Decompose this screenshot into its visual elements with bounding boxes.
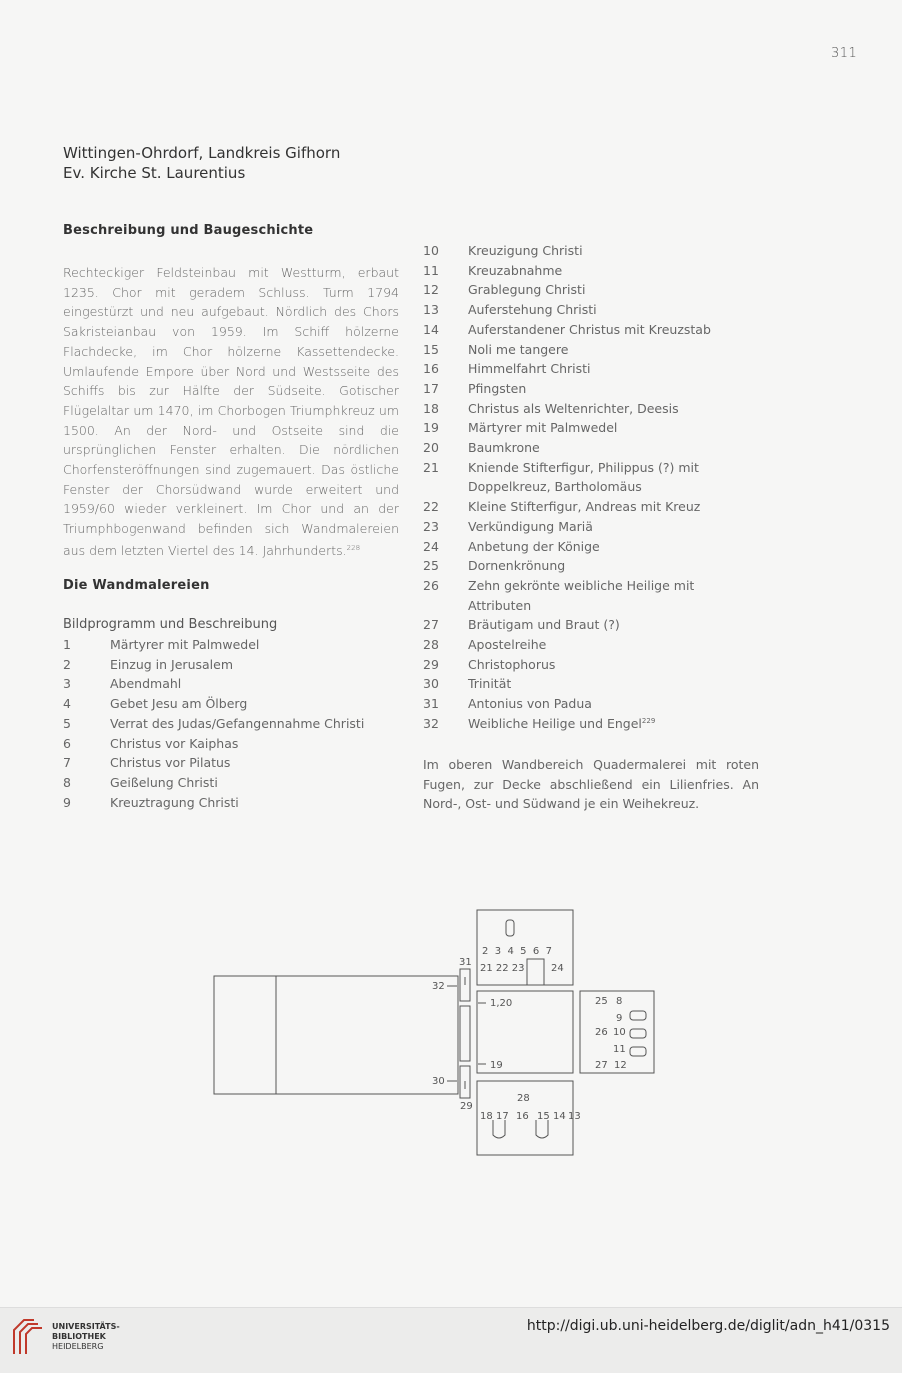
upper-wall-paragraph: Im oberen Wandbereich Quadermalerei mit roten Fugen, zur Decke abschließend ein Lilienfries. An Nord-, Ost- und Südwand je ein Weihekreuz. — [423, 757, 759, 812]
page-number: 311 — [831, 46, 858, 61]
list-item-number: 7 — [63, 755, 71, 771]
list-item-text: Abendmahl — [110, 676, 182, 692]
list-item-number: 4 — [63, 696, 71, 712]
plan-label-120: 1,20 — [490, 998, 513, 1009]
list-item-text: Gebet Jesu am Ölberg — [110, 696, 248, 712]
list-item-text: Noli me tangere — [468, 341, 569, 357]
list-item-text: Dornenkrönung — [468, 558, 566, 574]
list-item-number: 32 — [423, 715, 439, 731]
list-item-number: 1 — [63, 637, 71, 652]
list-item-text: Verrat des Judas/Gefangennahme Christi — [110, 715, 365, 731]
east-window-1 — [630, 1011, 646, 1020]
plan-label-19: 19 — [490, 1060, 503, 1071]
list-item-number: 12 — [423, 282, 439, 298]
list-item-number: 8 — [63, 774, 71, 790]
list-item-text: Zehn gekrönte weibliche Heilige mit — [468, 577, 695, 593]
title-line-1: Wittingen-Ohrdorf, Landkreis Gifhorn — [63, 144, 341, 162]
list-item-text: Anbetung der Könige — [468, 538, 600, 554]
list-item-text: Christophorus — [468, 656, 556, 672]
list-item-number: 21 — [423, 459, 439, 475]
list-item-number: 27 — [423, 617, 439, 633]
plan-label-25: 25 — [595, 996, 608, 1007]
plan-label-11: 11 — [613, 1044, 626, 1055]
list-item-text: Kreuzigung Christi — [468, 243, 583, 258]
list-item-number: 13 — [423, 302, 439, 318]
list-item-number: 2 — [63, 656, 71, 672]
footer-bar — [0, 1307, 902, 1373]
list-item-text: Himmelfahrt Christi — [468, 361, 591, 377]
heading-description: Beschreibung und Baugeschichte — [63, 223, 314, 238]
list-item-text: Geißelung Christi — [110, 774, 218, 790]
list-item-text: Kreuztragung Christi — [110, 794, 239, 810]
source-url-link[interactable]: http://digi.ub.uni-heidelberg.de/diglit/adn_h41/0315 — [526, 1318, 890, 1334]
plan-label-12: 12 — [614, 1060, 627, 1071]
list-item-text: Pfingsten — [468, 380, 527, 396]
plan-label-32: 32 — [432, 981, 445, 992]
list-item-text: Grablegung Christi — [468, 282, 586, 298]
list-item-text: Einzug in Jerusalem — [110, 656, 234, 672]
east-window-3 — [630, 1047, 646, 1056]
south-window-2 — [536, 1120, 548, 1138]
east-window-2 — [630, 1029, 646, 1038]
list-item-text: Antonius von Padua — [468, 696, 592, 712]
list-item-number: 14 — [423, 321, 439, 337]
list-item-number: 15 — [423, 341, 439, 357]
plan-label-10: 10 — [613, 1027, 626, 1038]
floor-plan-diagram — [210, 905, 670, 1160]
list-item-number: 31 — [423, 696, 439, 712]
list-item-text: Kreuzabnahme — [468, 262, 563, 278]
plan-label-18: 18 — [480, 1111, 493, 1122]
list-item-text: Kniende Stifterfigur, Philippus (?) mit — [468, 459, 699, 475]
plan-label-north-row2: 21 22 23 — [480, 963, 525, 974]
plan-label-8: 8 — [616, 996, 623, 1007]
list-item-number: 10 — [423, 243, 439, 258]
list-item-text: Märtyrer mit Palmwedel — [468, 420, 618, 436]
plan-label-9: 9 — [616, 1013, 623, 1024]
list-item-number: 28 — [423, 637, 439, 652]
plan-label-16: 16 — [516, 1111, 529, 1122]
subheading-program: Bildprogramm und Beschreibung — [63, 617, 278, 632]
north-window — [506, 920, 514, 936]
list-item-text: Auferstandener Christus mit Kreuzstab — [468, 321, 711, 337]
list-item-text: Märtyrer mit Palmwedel — [110, 637, 260, 652]
description-text: Rechteckiger Feldsteinbau mit Westturm, erbaut 1235. Chor mit geradem Schluss. Turm 1794 eingestürzt und neu aufgebaut. Nördlich des Chors Sakristeianbau von 1959. Im Schiff hölzerne Flachdecke, im Chor hölzerne Kassettendecke. Umlaufende Empore über Nord und Westsseite des Schiffs bis zur Hälfte der Südseite. Gotischer Flügelaltar um 1470, im Chorbogen Triumphkreuz um 1500. An der Nord- und Ostseite sind die ursprünglichen Fenster erhalten. Die nördlichen Chorfensteröffnungen sind zugemauert. Das östliche Fenster der Chorsüdwand wurde erweitert und 1959/60 wieder verkleinert. Im Chor und an der Triumphbogenwand befinden sich Wandmalereien aus dem letzten Viertel des 14. Jahrhunderts. — [63, 265, 399, 558]
footnote-marker: 228 — [346, 543, 361, 552]
list-item-number: 18 — [423, 400, 439, 416]
list-item-number: 5 — [63, 715, 71, 731]
north-door — [527, 959, 544, 985]
plan-label-13: 13 — [568, 1111, 581, 1122]
list-item-number: 9 — [63, 794, 71, 810]
plan-label-24: 24 — [551, 963, 564, 974]
list-item-text: Baumkrone — [468, 440, 540, 455]
list-item-number: 22 — [423, 499, 439, 515]
list-item-number: 26 — [423, 577, 439, 593]
list-item-text: Verkündigung Mariä — [468, 518, 593, 534]
list-item-number: 17 — [423, 380, 439, 396]
list-item-text: Trinität — [468, 676, 512, 692]
plan-label-14: 14 — [553, 1111, 566, 1122]
list-item-text: Doppelkreuz, Bartholomäus — [468, 479, 642, 495]
list-item-number: 29 — [423, 656, 439, 672]
list-item-number: 25 — [423, 558, 439, 574]
document-title — [63, 143, 340, 183]
plan-label-31: 31 — [459, 957, 472, 968]
south-window-1 — [493, 1120, 505, 1138]
plan-label-30: 30 — [432, 1076, 445, 1087]
list-item-text: Attributen — [468, 597, 532, 613]
list-item-text: Auferstehung Christi — [468, 302, 597, 318]
list-item-text: Kleine Stifterfigur, Andreas mit Kreuz — [468, 499, 701, 515]
plan-label-17: 17 — [496, 1111, 509, 1122]
list-item-number: 6 — [63, 735, 71, 751]
library-line-3: HEIDELBERG — [52, 1342, 104, 1351]
description-paragraph — [63, 263, 399, 561]
plan-label-28: 28 — [517, 1093, 530, 1104]
plan-label-north-row1: 2 3 4 5 6 7 — [482, 946, 552, 957]
library-name — [52, 1322, 120, 1352]
list-item-number: 24 — [423, 538, 439, 554]
list-item-text: Weibliche Heilige und Engel$^{229}$ — [468, 715, 656, 731]
list-item-number: 20 — [423, 440, 439, 455]
plan-label-27: 27 — [595, 1060, 608, 1071]
list-item-text: Christus als Weltenrichter, Deesis — [468, 400, 679, 416]
list-item-number: 16 — [423, 361, 439, 377]
list-item-number: 3 — [63, 676, 71, 692]
nave-outline — [214, 976, 458, 1094]
list-item-number: 11 — [423, 262, 439, 278]
library-line-1: UNIVERSITÄTS- — [52, 1322, 120, 1331]
heading-murals: Die Wandmalereien — [63, 578, 210, 593]
footnote-marker: 229 — [641, 716, 656, 725]
list-item-text: Bräutigam und Braut (?) — [468, 617, 620, 633]
list-item-number: 30 — [423, 676, 439, 692]
title-line-2: Ev. Kirche St. Laurentius — [63, 164, 246, 182]
plan-label-29: 29 — [460, 1101, 473, 1112]
plan-label-15: 15 — [537, 1111, 550, 1122]
plan-label-26: 26 — [595, 1027, 608, 1038]
list-item-number: 23 — [423, 518, 439, 534]
library-line-2: BIBLIOTHEK — [52, 1332, 106, 1341]
library-logo-icon — [10, 1316, 48, 1358]
list-item-number: 19 — [423, 420, 439, 436]
arch-pier-middle — [460, 1006, 470, 1061]
list-item-text: Christus vor Pilatus — [110, 755, 231, 771]
list-item-text: Apostelreihe — [468, 637, 547, 652]
list-item-text: Christus vor Kaiphas — [110, 735, 239, 751]
